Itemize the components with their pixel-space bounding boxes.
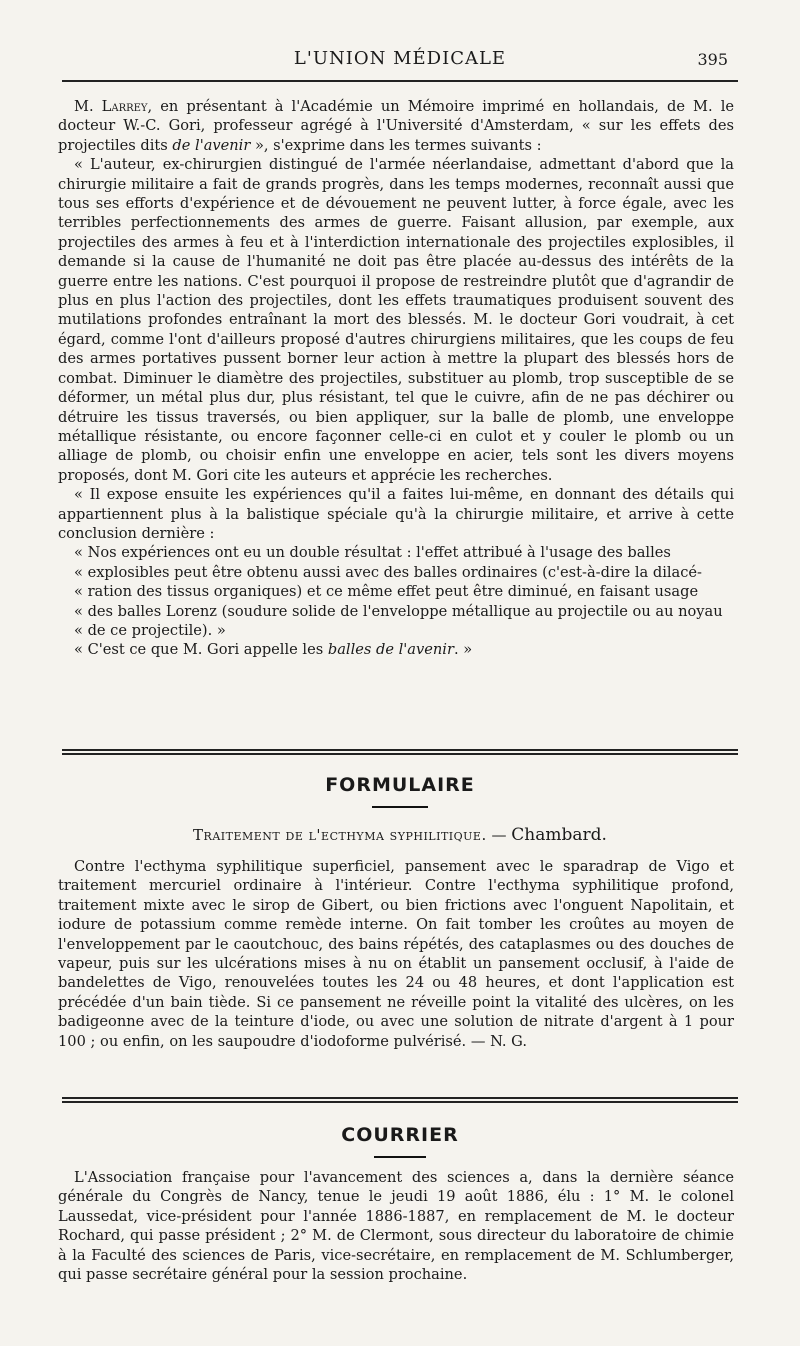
formulaire-heading-underline	[372, 806, 428, 808]
formulaire-section	[58, 857, 734, 1051]
formulaire-paragraph: Contre l'ecthyma syphilitique superficiel, pansement avec le sparadrap de Vigo et traitement mercuriel ordinaire à l'intérieur. Contre l'ecthyma syphilitique profond, traitement mixte avec le sirop de Gibert, ou bien frictions avec l'onguent Napolitain, et iodure de potassium comme remède interne. On fait tomber les croûtes au moyen de l'enveloppement par le caoutchouc, des bains répétés, des cataplasmes ou des douches de vapeur, puis sur les ulcérations mises à nu on établit un pansement occlusif, à l'aide de bandelettes de Vigo, renouvelées toutes les 24 ou 48 heures, et dont l'application est précédée d'un bain tiède. Si ce pansement ne réveille point la vitalité des ulcères, on les badigeonne avec de la teinture d'iode, ou avec une solution de nitrate d'argent à 1 pour 100 ; ou enfin, on les saupoudre d'iodoforme pulvérisé. — N. G.	[58, 858, 734, 1050]
page-number: 395	[697, 50, 728, 69]
courrier-paragraph: L'Association française pour l'avancement des sciences a, dans la dernière séance générale du Congrès de Nancy, tenue le jeudi 19 août 1886, élu : 1° M. le colonel Laussedat, vice-président pour l'année 1886-1887, en remplacement de M. le docteur Rochard, qui passe président ; 2° M. de Clermont, sous directeur du laboratoire de chimie à la Faculté des sciences de Paris, vice-secrétaire, en remplacement de M. Schlumberger, qui passe secrétaire général pour la session prochaine.	[58, 1169, 734, 1284]
quote-line-4: « des balles Lorenz (soudure solide de l'enveloppe métallique au projectile ou au noyau	[74, 602, 723, 620]
report-intro-paragraph	[58, 97, 734, 155]
courrier-heading-underline	[374, 1156, 426, 1158]
running-title: L'UNION MÉDICALE	[293, 48, 507, 69]
courrier-rule-bottom	[62, 1101, 738, 1103]
subtitle-dash: —	[486, 826, 512, 844]
intro-end: », s'exprime dans les termes suivants :	[250, 136, 542, 154]
section-rule-top	[62, 749, 738, 751]
report-paragraph-experiments: « Il expose ensuite les expériences qu'il a faites lui-même, en donnant des détails qui appartiennent plus à la balistique spéciale qu'à la chirurgie militaire, et arrive à cette conclusion dernière :	[58, 486, 734, 542]
quote-line-1: « Nos expériences ont eu un double résultat : l'effet attribué à l'usage des balles	[74, 544, 671, 562]
quote-line-5: « de ce projectile). »	[74, 621, 226, 639]
quote-line-3: « ration des tissus organiques) et ce même effet peut être diminué, en faisant usage	[74, 583, 699, 601]
page-header	[60, 44, 740, 76]
courrier-rule-top	[62, 1097, 738, 1099]
quote-line-2: « explosibles peut être obtenu aussi avec des balles ordinaires (c'est-à-dire la dilacé-	[74, 563, 702, 581]
section-rule-bottom	[62, 753, 738, 755]
courrier-heading: COURRIER	[341, 1124, 459, 1146]
subtitle-text: Traitement de l'ecthyma syphilitique.	[193, 826, 487, 844]
report-paragraph-author: « L'auteur, ex-chirurgien distingué de l'armée néerlandaise, admettant d'abord que la chirurgie militaire a fait de grands progrès, dans les temps modernes, reconnaît aussi que tous ses efforts d'expérience et de dévouement ne peuvent lutter, à force égale, avec les terribles perfectionnements des armes de guerre. Faisant allusion, par exemple, aux projectiles des armes à feu et à l'interdiction internationale des projectiles explosibles, il demande si la cause de l'humanité ne doit pas être placée au-dessus des intérêts de la guerre entre les nations. C'est pourquoi il propose de restreindre plutôt que d'agrandir de plus en plus l'action des projectiles, dont les effets traumatiques produisent souvent des mutilations profondes entraînant la mort des blessés. M. le docteur Gori voudrait, à cet égard, comme l'ont d'ailleurs proposé d'autres chirurgiens militaires, que les coups de feu des armes portatives pussent borner leur action à mettre la plupart des blessés hors de combat. Diminuer le diamètre des projectiles, substituer au plomb, trop susceptible de se déformer, un métal plus dur, plus résistant, tel que le cuivre, afin de ne pas déchirer ou détruire les tissus traversés, ou bien appliquer, sur la balle de plomb, une enveloppe métallique résistante, ou encore façonner celle-ci en culot et y couler le plomb ou un alliage de plomb, ou choisir enfin une enveloppe en acier, tels sont les divers moyens proposés, dont M. Gori cite les auteurs et apprécie les recherches.	[58, 156, 734, 484]
header-rule	[62, 80, 738, 82]
closing-end: . »	[453, 641, 473, 659]
report-section	[58, 97, 734, 660]
intro-text: , en présentant à l'Académie un Mémoire imprimé en hollandais, de M. le docteur W.-C. Gori, professeur agrégé à l'Université d'Amsterdam, « sur les effets des projectiles dits	[58, 98, 735, 154]
formulaire-subtitle	[0, 825, 800, 845]
closing-text: « C'est ce que M. Gori appelle les	[74, 641, 328, 659]
closing-italic: balles de l'avenir	[327, 641, 454, 659]
subtitle-author: Chambard.	[511, 825, 607, 845]
courrier-section	[58, 1168, 734, 1284]
speaker-name: M. Larrey	[74, 98, 148, 115]
intro-italic: de l'avenir	[172, 136, 251, 154]
report-closing-paragraph	[58, 640, 734, 659]
formulaire-heading: FORMULAIRE	[325, 774, 475, 796]
